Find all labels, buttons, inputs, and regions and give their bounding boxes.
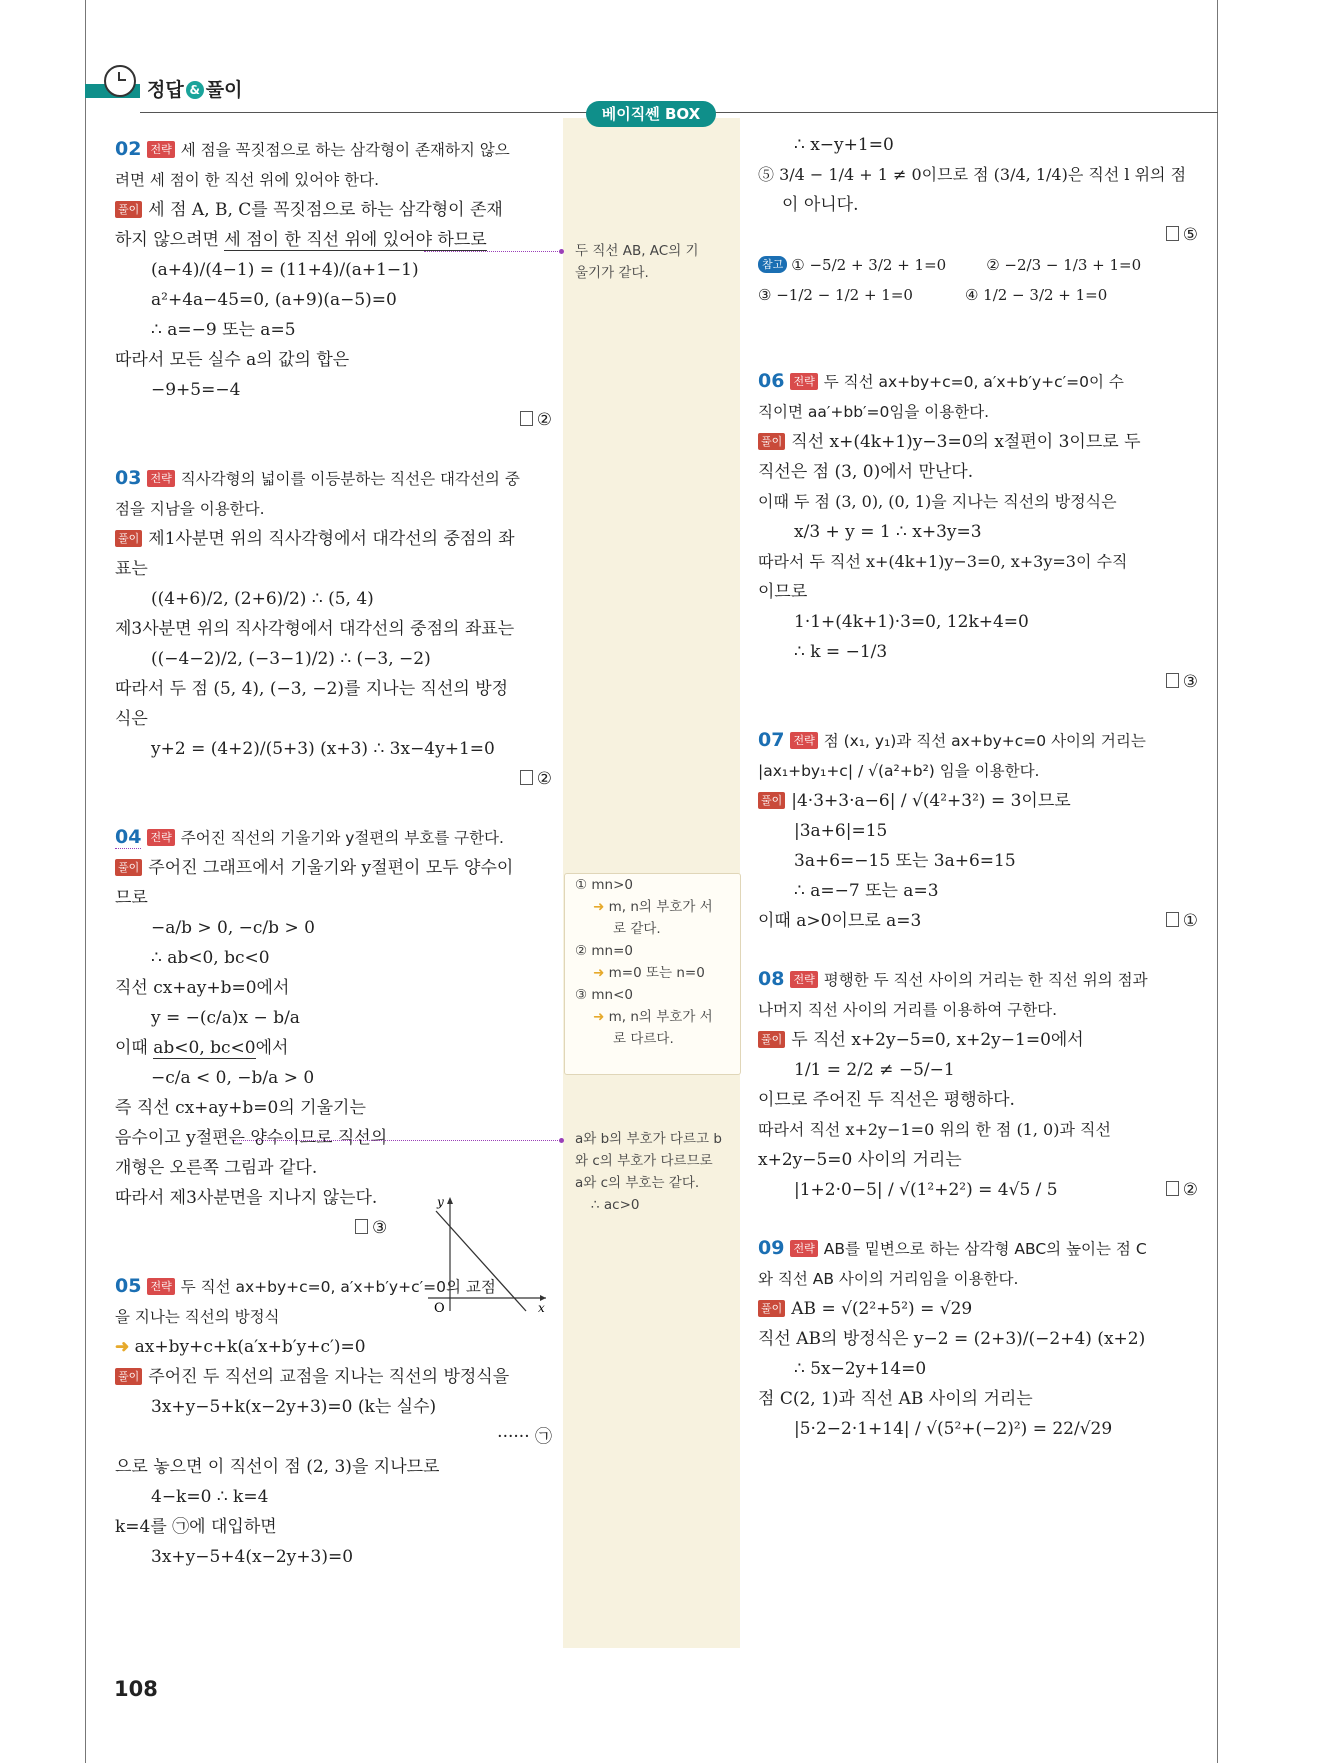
q09-number: 09	[758, 1237, 785, 1259]
q06-strategy-line-1: 06 전략 두 직선 ax+by+c=0, a′x+b′y+c′=0이 수	[758, 370, 1124, 392]
leader-dot	[559, 249, 564, 254]
q05-line: 이 아니다.	[782, 195, 859, 215]
answer-icon	[520, 770, 533, 785]
q08-line: x+2y−5=0 사이의 거리는	[758, 1150, 962, 1170]
q06-line: 이므로	[758, 582, 808, 602]
q02-line: 하지 않으려면 세 점이 한 직선 위에 있어야 하므로	[115, 230, 487, 250]
q06-equation: x/3 + y = 1 ∴ x+3y=3	[794, 522, 982, 542]
graph-x-label: x	[538, 1301, 545, 1313]
strategy-tag: 전략	[147, 1278, 174, 1295]
q04-number: 04	[115, 826, 142, 848]
q06-line: 따라서 두 직선 x+(4k+1)y−3=0, x+3y=3이 수직	[758, 552, 1128, 571]
q04-strategy-line-1: 04 전략 주어진 직선의 기울기와 y절편의 부호를 구한다.	[115, 826, 504, 848]
header-amp: &	[186, 81, 204, 99]
strategy-tag: 전략	[147, 141, 174, 158]
q07-strategy-line-1: 07 전략 점 (x₁, y₁)과 직선 ax+by+c=0 사이의 거리는	[758, 729, 1146, 751]
q09-strategy-line-2: 와 직선 AB 사이의 거리임을 이용한다.	[758, 1270, 1019, 1288]
q03-answer: ②	[115, 764, 552, 794]
reference-tag: 참고	[758, 256, 787, 273]
graph-origin-label: O	[434, 1301, 445, 1313]
q05-equation: 4−k=0 ∴ k=4	[151, 1487, 269, 1507]
strategy-tag: 전략	[147, 470, 174, 487]
header-title-b: 풀이	[205, 79, 243, 101]
q03-strategy-line-2: 점을 지남을 이용한다.	[115, 500, 265, 518]
q02-equation: ∴ a=−9 또는 a=5	[151, 320, 296, 340]
q03-line: 식은	[115, 709, 148, 729]
q05-equation: 3x+y−5+k(x−2y+3)=0 (k는 실수)	[151, 1397, 437, 1417]
q02-underlined-condition: 세 점이 한 직선 위에 있어야 하므로	[224, 230, 487, 250]
arrow-icon: ➜	[593, 1009, 605, 1025]
q04-line: 개형은 오른쪽 그림과 같다.	[115, 1158, 318, 1178]
answer-icon	[1166, 673, 1179, 688]
q04-line: 따라서 제3사분면을 지나지 않는다.	[115, 1188, 378, 1208]
answer-icon	[355, 1219, 368, 1234]
q08-equation: 1/1 = 2/2 ≠ −5/−1	[794, 1060, 955, 1080]
q08-line: 따라서 직선 x+2y−1=0 위의 한 점 (1, 0)과 직선	[758, 1120, 1111, 1139]
clock-icon	[104, 65, 136, 97]
q04-underlined-condition: ab<0, bc<0	[153, 1038, 256, 1058]
arrow-icon: ➜	[593, 965, 605, 981]
q07-solution-line: 풀이 |4·3+3·a−6| / √(4²+3²) = 3이므로	[758, 786, 1198, 816]
graph-y-label: y	[437, 1195, 444, 1209]
q08-distance: |1+2·0−5| / √(1²+2²) = 4√5 / 5 ②	[794, 1180, 1198, 1200]
arrow-icon: ➜	[115, 1337, 130, 1357]
q08-line: 이므로 주어진 두 직선은 평행하다.	[758, 1090, 1015, 1110]
q02-equation: (a+4)/(4−1) = (11+4)/(a+1−1)	[151, 260, 419, 280]
q09-line: 직선 AB의 방정식은 y−2 = (2+3)/(−2+4) (x+2)	[758, 1329, 1146, 1349]
q07-answer: ①	[1182, 911, 1198, 931]
q06-line: 이때 두 점 (3, 0), (0, 1)을 지나는 직선의 방정식은	[758, 492, 1117, 511]
q02-result: −9+5=−4	[151, 380, 241, 400]
answer-icon	[1166, 1181, 1179, 1196]
q02-number: 02	[115, 138, 142, 160]
box-title: 베이직쎈 BOX	[586, 101, 716, 127]
q08-strategy-line-2: 나머지 직선 사이의 거리를 이용하여 구한다.	[758, 1001, 1058, 1019]
q05-strategy-line-1: 05 전략 두 직선 ax+by+c=0, a′x+b′y+c′=0의 교점	[115, 1275, 496, 1297]
leader-dot	[559, 1138, 564, 1143]
q04-solution-line: 풀이 주어진 그래프에서 기울기와 y절편이 모두 양수이	[115, 853, 552, 883]
q06-solution-line: 풀이 직선 x+(4k+1)y−3=0의 x절편이 3이므로 두	[758, 427, 1198, 457]
q04-line: 므로	[115, 888, 148, 908]
q09-strategy-line-1: 09 전략 AB를 밑변으로 하는 삼각형 ABC의 높이는 점 C	[758, 1237, 1147, 1259]
q02-solution-line: 풀이 세 점 A, B, C를 꼭짓점으로 하는 삼각형이 존재	[115, 195, 552, 225]
solution-tag: 풀이	[115, 1368, 142, 1385]
q05-strategy-formula: ➜ ax+by+c+k(a′x+b′y+c′)=0	[115, 1337, 366, 1357]
box-note-parallel: 두 직선 AB, AC의 기 울기가 같다.	[575, 243, 699, 281]
q04-equation: −a/b > 0, −c/b > 0	[151, 918, 315, 938]
q02-strategy-line-1: 02 전략 세 점을 꼭짓점으로 하는 삼각형이 존재하지 않으	[115, 138, 510, 160]
strategy-tag: 전략	[790, 373, 817, 390]
page-number: 108	[114, 1677, 158, 1701]
q07-number: 07	[758, 729, 785, 751]
solution-tag: 풀이	[115, 530, 142, 547]
q04-line: 즉 직선 cx+ay+b=0의 기울기는	[115, 1098, 366, 1118]
q05-strategy-line-2: 을 지나는 직선의 방정식	[115, 1308, 280, 1326]
q04-line-graph	[428, 1193, 548, 1313]
q06-answer: ③	[758, 667, 1198, 697]
q04-answer: ③	[115, 1213, 552, 1243]
q09-line: 점 C(2, 1)과 직선 AB 사이의 거리는	[758, 1389, 1033, 1409]
q04-line: 음수이고 y절편은 양수이므로 직선의	[115, 1128, 388, 1148]
page-edge-left	[85, 0, 86, 1763]
q05-conclusion: ∴ x−y+1=0	[794, 135, 894, 155]
q05-line: 으로 놓으면 이 직선이 점 (2, 3)을 지나므로	[115, 1457, 440, 1477]
q05-answer: ⑤	[758, 220, 1198, 250]
answer-icon	[520, 411, 533, 426]
q05-reference-row-1: 참고 ① −5/2 + 3/2 + 1=0 ② −2/3 − 1/3 + 1=0	[758, 250, 1198, 280]
q05-reference-row-2: ③ −1/2 − 1/2 + 1=0 ④ 1/2 − 3/2 + 1=0	[758, 286, 1108, 304]
solution-tag: 풀이	[115, 201, 142, 218]
strategy-tag: 전략	[790, 732, 817, 749]
box-sign-conditions: ① mn>0 ➜ m, n의 부호가 서 로 같다. ② mn=0 ➜ m=0 또는 n=0 ③ mn<0 ➜ m, n의 부호가 서 로 다르다.	[564, 873, 741, 1075]
q04-equation: y = −(c/a)x − b/a	[151, 1008, 300, 1028]
q05-number: 05	[115, 1275, 142, 1297]
q07-equation: ∴ a=−7 또는 a=3	[794, 881, 939, 901]
q03-solution-line: 풀이 제1사분면 위의 직사각형에서 대각선의 중점의 좌	[115, 524, 552, 554]
q07-equation: |3a+6|=15	[794, 821, 888, 841]
q04-equation: ∴ ab<0, bc<0	[151, 948, 270, 968]
page-edge-right	[1217, 0, 1218, 1763]
q09-solution-line: 풀이 AB = √(2²+5²) = √29	[758, 1294, 1198, 1324]
q02-strategy-line-2: 려면 세 점이 한 직선 위에 있어야 한다.	[115, 171, 380, 189]
q03-line: 제3사분면 위의 직사각형에서 대각선의 중점의 좌표는	[115, 619, 515, 639]
q06-equation: ∴ k = −1/3	[794, 642, 888, 662]
q06-number: 06	[758, 370, 785, 392]
q03-line: 따라서 두 점 (5, 4), (−3, −2)를 지나는 직선의 방정	[115, 679, 509, 699]
header-title-a: 정답	[147, 79, 184, 101]
q03-number: 03	[115, 467, 142, 489]
q02-equation: a²+4a−45=0, (a+9)(a−5)=0	[151, 290, 397, 310]
q04-equation: −c/a < 0, −b/a > 0	[151, 1068, 315, 1088]
q08-strategy-line-1: 08 전략 평행한 두 직선 사이의 거리는 한 직선 위의 점과	[758, 968, 1148, 990]
q08-solution-line: 풀이 두 직선 x+2y−5=0, x+2y−1=0에서	[758, 1025, 1198, 1055]
q03-line: 표는	[115, 559, 148, 579]
strategy-tag: 전략	[790, 1240, 817, 1257]
answer-icon	[1166, 912, 1179, 927]
q06-line: 직선은 점 (3, 0)에서 만난다.	[758, 462, 974, 482]
q03-equation: ((4+6)/2, (2+6)/2) ∴ (5, 4)	[151, 589, 374, 609]
q03-strategy-line-1: 03 전략 직사각형의 넓이를 이등분하는 직선은 대각선의 중	[115, 467, 520, 489]
q06-strategy-line-2: 직이면 aa′+bb′=0임을 이용한다.	[758, 403, 990, 421]
strategy-tag: 전략	[790, 971, 817, 988]
solution-tag: 풀이	[758, 792, 785, 809]
leader-line	[424, 251, 560, 252]
q03-equation: ((−4−2)/2, (−3−1)/2) ∴ (−3, −2)	[151, 649, 431, 669]
arrow-icon: ➜	[593, 899, 605, 915]
q03-equation: y+2 = (4+2)/(5+3) (x+3) ∴ 3x−4y+1=0	[151, 739, 495, 759]
q08-answer: ②	[1182, 1180, 1198, 1200]
q05-solution-line: 풀이 주어진 두 직선의 교점을 지나는 직선의 방정식을	[115, 1362, 552, 1392]
solution-tag: 풀이	[758, 1300, 785, 1317]
answer-icon	[1166, 226, 1179, 241]
q05-equation-label: ······ ㉠	[497, 1427, 552, 1447]
left-column	[115, 134, 552, 1572]
q08-number: 08	[758, 968, 785, 990]
q07-strategy-line-2: |ax₁+by₁+c| / √(a²+b²) 임을 이용한다.	[758, 762, 1040, 780]
solution-tag: 풀이	[115, 859, 142, 876]
q09-equation: ∴ 5x−2y+14=0	[794, 1359, 927, 1379]
header-title	[147, 75, 242, 102]
q05-line: k=4를 ㉠에 대입하면	[115, 1517, 277, 1537]
solution-tag: 풀이	[758, 433, 785, 450]
box-note-sign: a와 b의 부호가 다르고 b 와 c의 부호가 다르므로 a와 c의 부호는 같다. ∴ ac>0	[575, 1131, 722, 1213]
solution-tag: 풀이	[758, 1031, 785, 1048]
leader-line	[234, 1140, 560, 1141]
q04-line: 이때 ab<0, bc<0에서	[115, 1038, 289, 1058]
q07-equation: 3a+6=−15 또는 3a+6=15	[794, 851, 1016, 871]
q04-line: 직선 cx+ay+b=0에서	[115, 978, 290, 998]
q02-answer: ②	[115, 405, 552, 435]
q09-equation: |5·2−2·1+14| / √(5²+(−2)²) = 22/√29	[794, 1419, 1113, 1439]
q05-choice-5: ⑤ 3/4 − 1/4 + 1 ≠ 0이므로 점 (3/4, 1/4)은 직선 l 위의 점	[758, 165, 1187, 184]
q06-equation: 1·1+(4k+1)·3=0, 12k+4=0	[794, 612, 1029, 632]
q07-conclusion: 이때 a>0이므로 a=3 ①	[758, 911, 1198, 931]
strategy-tag: 전략	[147, 829, 174, 846]
right-column	[758, 130, 1198, 1444]
q05-equation: 3x+y−5+4(x−2y+3)=0	[151, 1547, 354, 1567]
q02-line: 따라서 모든 실수 a의 값의 합은	[115, 350, 350, 370]
